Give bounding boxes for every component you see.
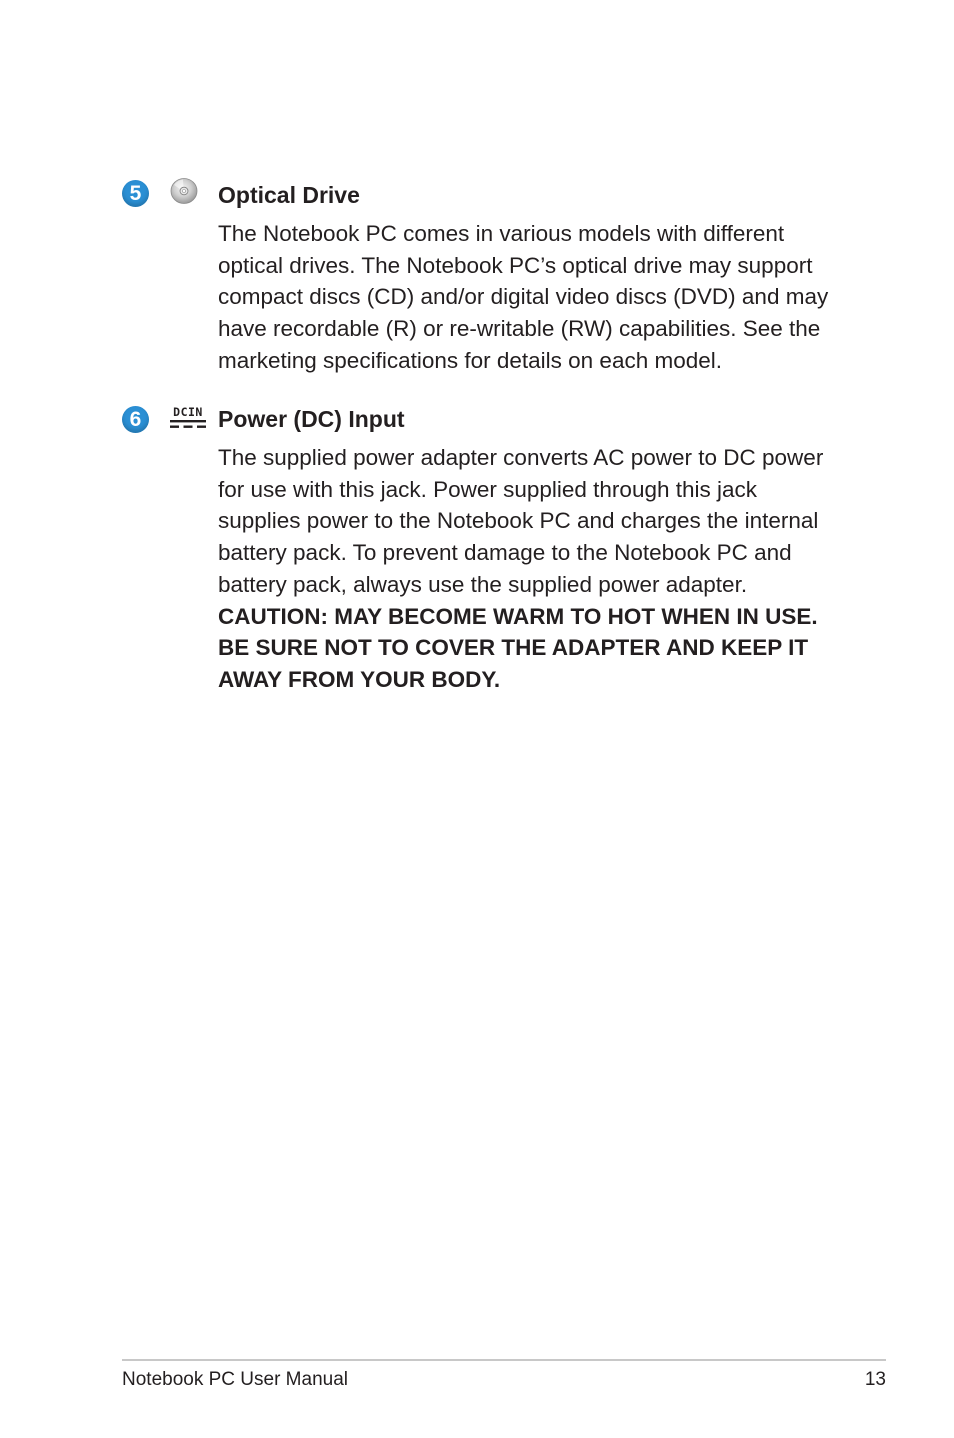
section-body: The supplied power adapter converts AC power to DC power for use with this jack. Power supplied through this jack supplies power to the Notebook PC and charges the internal battery pack. To prevent damage to the Notebook PC and battery pack, always use the supplied power adapter. (218, 445, 824, 597)
caution-warning: CAUTION: MAY BECOME WARM TO HOT WHEN IN USE. BE SURE NOT TO COVER THE ADAPTER AND KEEP IT AWAY FROM YOUR BODY. (218, 603, 818, 692)
footer-page-number: 13 (864, 1369, 886, 1390)
section-body-wrapper (218, 442, 838, 696)
footer-manual-title: Notebook PC User Manual (122, 1369, 348, 1390)
section-number-badge: 6 (122, 406, 149, 433)
footer-divider (122, 1359, 886, 1361)
section-number-badge: 5 (122, 180, 149, 207)
optical-disc-icon (169, 177, 199, 205)
dc-in-icon-label: DCIN (173, 405, 203, 419)
section-title: Power (DC) Input (218, 406, 405, 432)
section-title: Optical Drive (218, 182, 360, 208)
dc-in-icon (169, 405, 207, 431)
section-body: The Notebook PC comes in various models with different optical drives. The Notebook PC’s optical drive may support compact discs (CD) and/or digital video discs (DVD) and may have recordable (R) or re-writable (RW) capabilities. See the marketing specifications for details on each model. (218, 221, 829, 373)
